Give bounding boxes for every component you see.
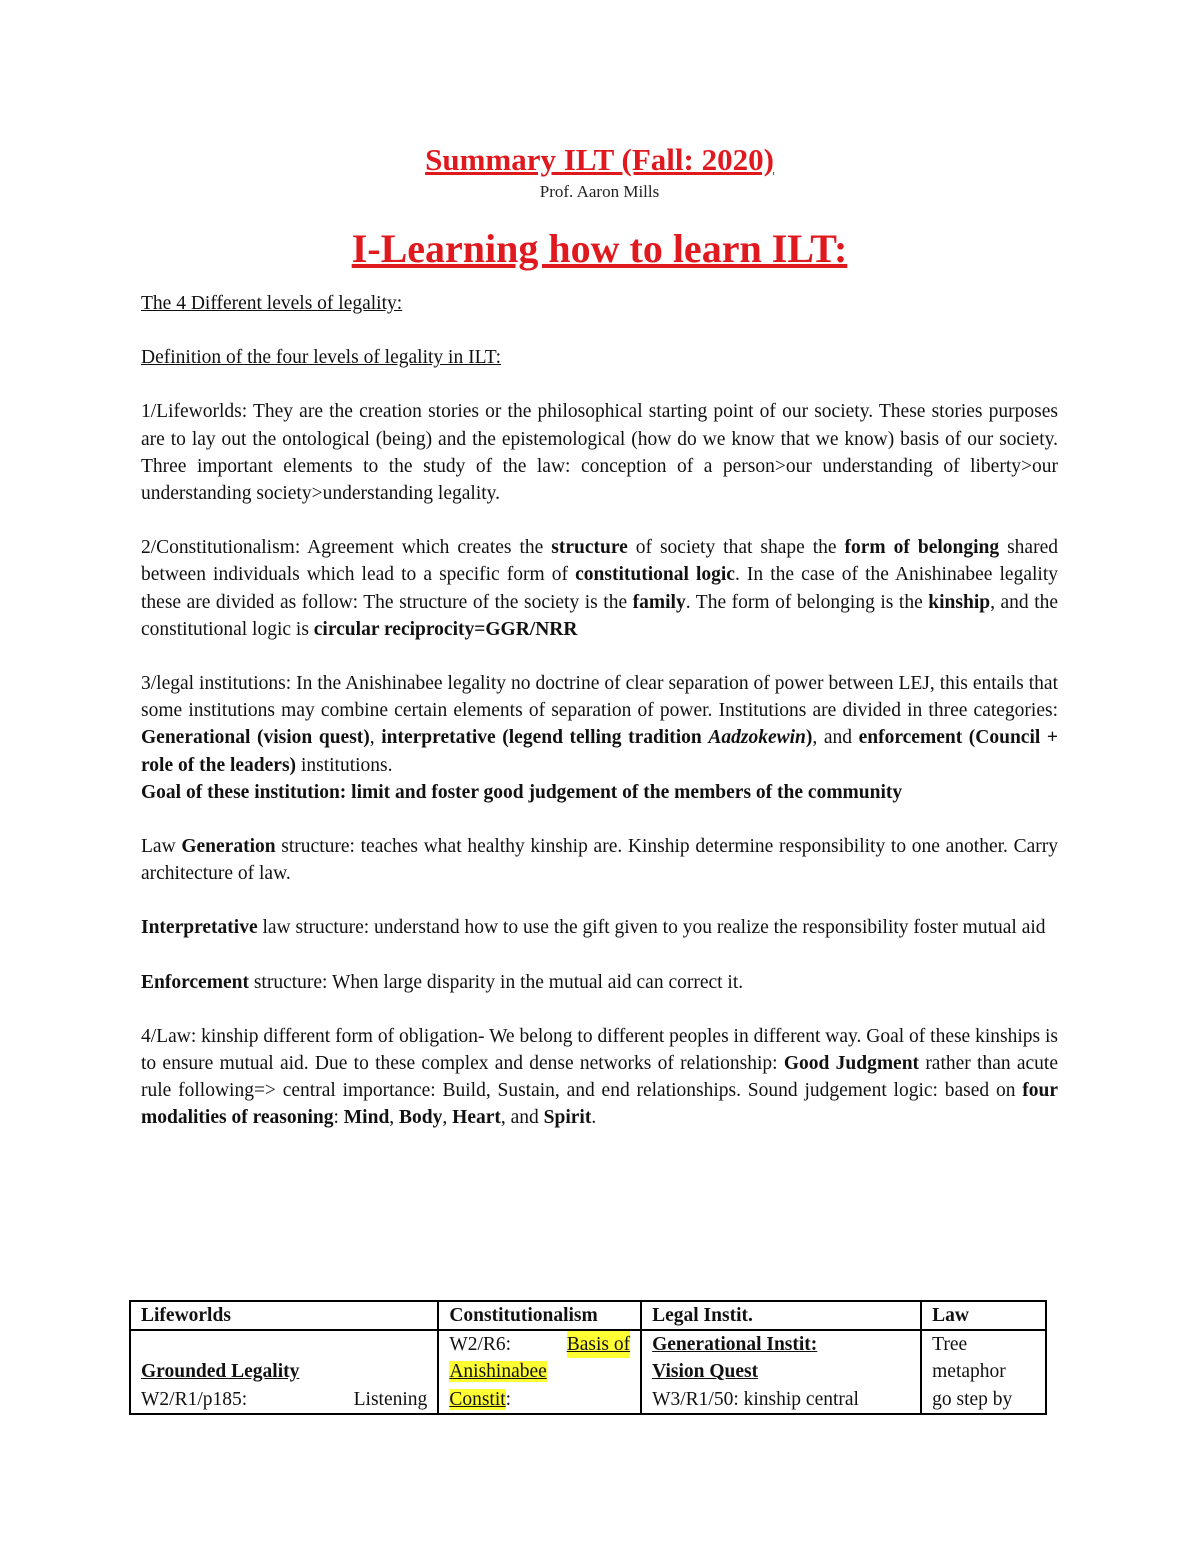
paragraph-institutions-goal: Goal of these institution: limit and foster good judgement of the members of the community [141,781,903,803]
header-lifeworlds: Lifeworlds [130,1301,438,1330]
highlight-basis: Basis of [567,1331,630,1358]
summary-table [129,1300,1047,1415]
paragraph-interpretative: Interpretative law structure: understand how to use the gift given to you realize the responsibility foster mutual aid [141,917,1046,939]
cell-constitutionalism: W2/R6: Basis of Anishinabee Constit: [438,1330,641,1414]
paragraph-enforcement: Enforcement structure: When large disparity in the mutual aid can correct it. [141,971,744,993]
document-subtitle: Prof. Aaron Mills [539,182,660,201]
grounded-legality-label: Grounded Legality [141,1361,300,1383]
cell-legal-instit: Generational Instit: Vision Quest W3/R1/50: kinship central [641,1330,921,1414]
section-heading: I-Learning how to learn ILT: [351,226,848,271]
cell-law: Tree metaphor go step by [921,1330,1046,1414]
paragraph-constitutionalism: 2/Constitutionalism: Agreement which creates the structure of society that shape the form of belonging shared between individuals which lead to a specific form of constitutional logic. In the case of the Anishinabee legality these are divided as follow: The structure of the society is the family. The form of belonging is the kinship, and the constitutional logic is circular reciprocity=GGR/NRR [141,537,1059,640]
paragraph-legal-institutions: 3/legal institutions: In the Anishinabee legality no doctrine of clear separation of power between LEJ, this entails that some institutions may combine certain elements of separation of power. Institutions are divided in three categories: Generational (vision quest), interpretative (legend telling tradition Aadzokewin), and enforcement (Council + role of the leaders) institutions. [141,673,1059,776]
paragraph-law: 4/Law: kinship different form of obligation- We belong to different peoples in different way. Goal of these kinships is to ensure mutual aid. Due to these complex and dense networks of relationship: Good Judgment rather than acute rule following=> central importance: Build, Sustain, and end relationships. Sound judgement logic: based on four modalities of reasoning: Mind, Body, Heart, and Spirit. [141,1025,1058,1129]
header-law: Law [921,1301,1046,1330]
definition-label: Definition of the four levels of legality in ILT: [141,347,502,369]
document-page [141,140,1058,1132]
header-constitutionalism: Constitutionalism [438,1301,641,1330]
cell-lifeworlds: Grounded Legality W2/R1/p185: Listening [130,1330,438,1414]
table-header-row [130,1301,1046,1330]
table-row [130,1330,1046,1414]
paragraph-lifeworlds: 1/Lifeworlds: They are the creation stories or the philosophical starting point of our society. These stories purposes are to lay out the ontological (being) and the epistemological (how do we know that we know) basis of our society. Three important elements to the study of the law: conception of a person>our understanding of liberty>our understanding society>understanding legality. [141,401,1058,505]
paragraph-law-generation: Law Generation structure: teaches what healthy kinship are. Kinship determine responsibility to one another. Carry architecture of law. [141,836,1058,885]
document-title: Summary ILT (Fall: 2020) [425,142,774,177]
levels-label: The 4 Different levels of legality: [141,293,403,314]
header-legal-instit: Legal Instit. [641,1301,921,1330]
